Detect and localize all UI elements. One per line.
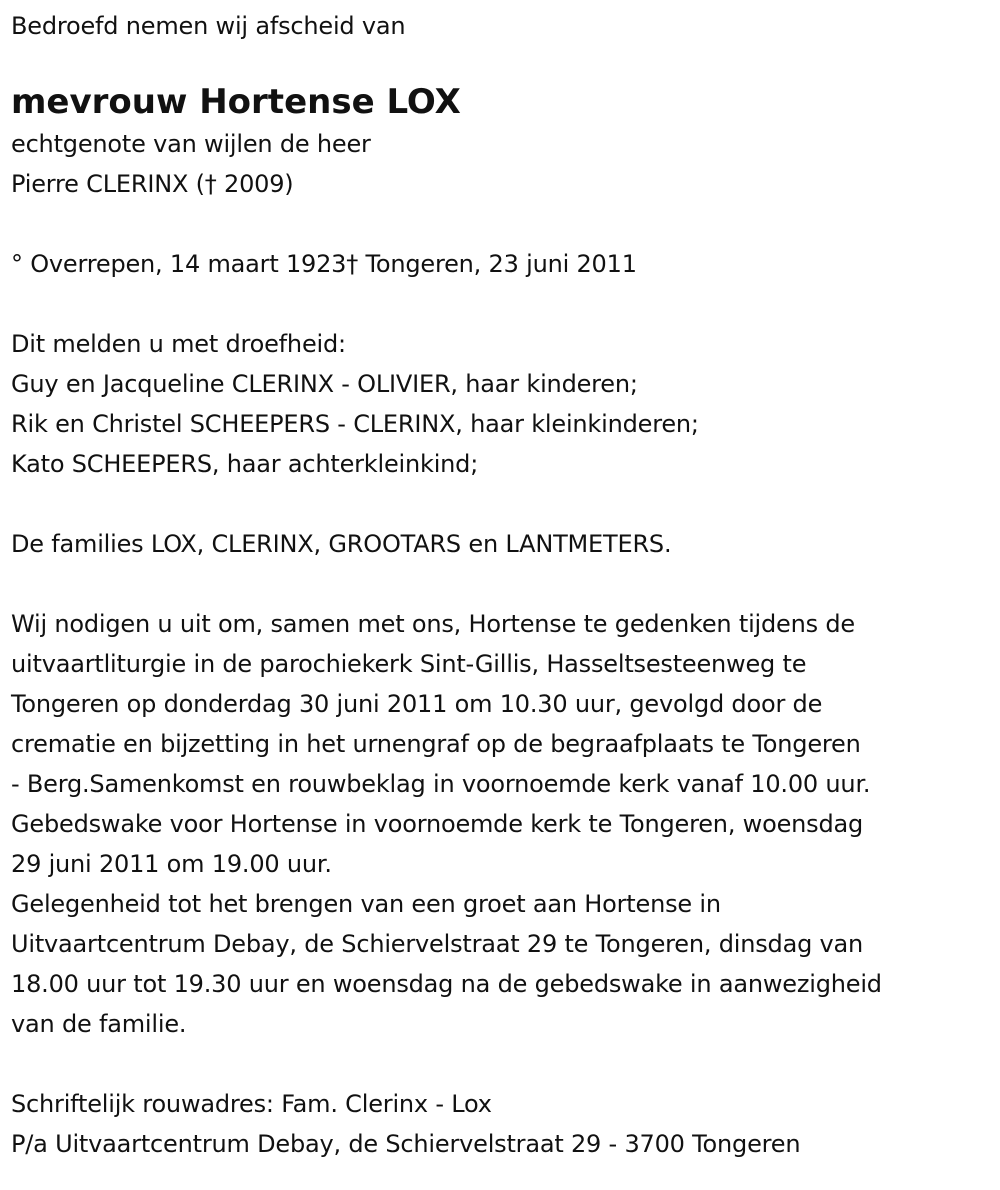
intro-text: Bedroefd nemen wij afscheid van bbox=[11, 12, 406, 40]
ceremony-line: Uitvaartcentrum Debay, de Schiervelstraat 29 te Tongeren, dinsdag van bbox=[11, 930, 864, 958]
deceased-name: mevrouw Hortense LOX bbox=[11, 82, 461, 122]
spouse-line-2: Pierre CLERINX († 2009) bbox=[11, 170, 294, 198]
ceremony-line: Gebedswake voor Hortense in voornoemde kerk te Tongeren, woensdag bbox=[11, 810, 864, 838]
announcer-children: Guy en Jacqueline CLERINX - OLIVIER, haar kinderen; bbox=[11, 370, 638, 398]
mourning-address-line: P/a Uitvaartcentrum Debay, de Schiervelstraat 29 - 3700 Tongeren bbox=[11, 1130, 801, 1158]
ceremony-line: 29 juni 2011 om 19.00 uur. bbox=[11, 850, 332, 878]
spouse-line-1: echtgenote van wijlen de heer bbox=[11, 130, 371, 158]
families-line: De families LOX, CLERINX, GROOTARS en LANTMETERS. bbox=[11, 530, 672, 558]
ceremony-line: uitvaartliturgie in de parochiekerk Sint-Gillis, Hasseltsesteenweg te bbox=[11, 650, 807, 678]
announcer-great-grandchild: Kato SCHEEPERS, haar achterkleinkind; bbox=[11, 450, 479, 478]
birth-death-line: ° Overrepen, 14 maart 1923† Tongeren, 23 juni 2011 bbox=[11, 250, 637, 278]
ceremony-line: 18.00 uur tot 19.30 uur en woensdag na de gebedswake in aanwezigheid bbox=[11, 970, 882, 998]
ceremony-paragraph bbox=[11, 604, 996, 1044]
ceremony-line: - Berg.Samenkomst en rouwbeklag in voornoemde kerk vanaf 10.00 uur. bbox=[11, 770, 871, 798]
obituary-notice bbox=[11, 6, 996, 1164]
announcers-heading: Dit melden u met droefheid: bbox=[11, 330, 346, 358]
announcer-grandchildren: Rik en Christel SCHEEPERS - CLERINX, haar kleinkinderen; bbox=[11, 410, 699, 438]
ceremony-line: Tongeren op donderdag 30 juni 2011 om 10.30 uur, gevolgd door de bbox=[11, 690, 823, 718]
ceremony-line: Wij nodigen u uit om, samen met ons, Hortense te gedenken tijdens de bbox=[11, 610, 855, 638]
ceremony-line: van de familie. bbox=[11, 1010, 187, 1038]
ceremony-line: Gelegenheid tot het brengen van een groet aan Hortense in bbox=[11, 890, 721, 918]
mourning-address-line: Schriftelijk rouwadres: Fam. Clerinx - Lox bbox=[11, 1090, 492, 1118]
ceremony-line: crematie en bijzetting in het urnengraf op de begraafplaats te Tongeren bbox=[11, 730, 861, 758]
